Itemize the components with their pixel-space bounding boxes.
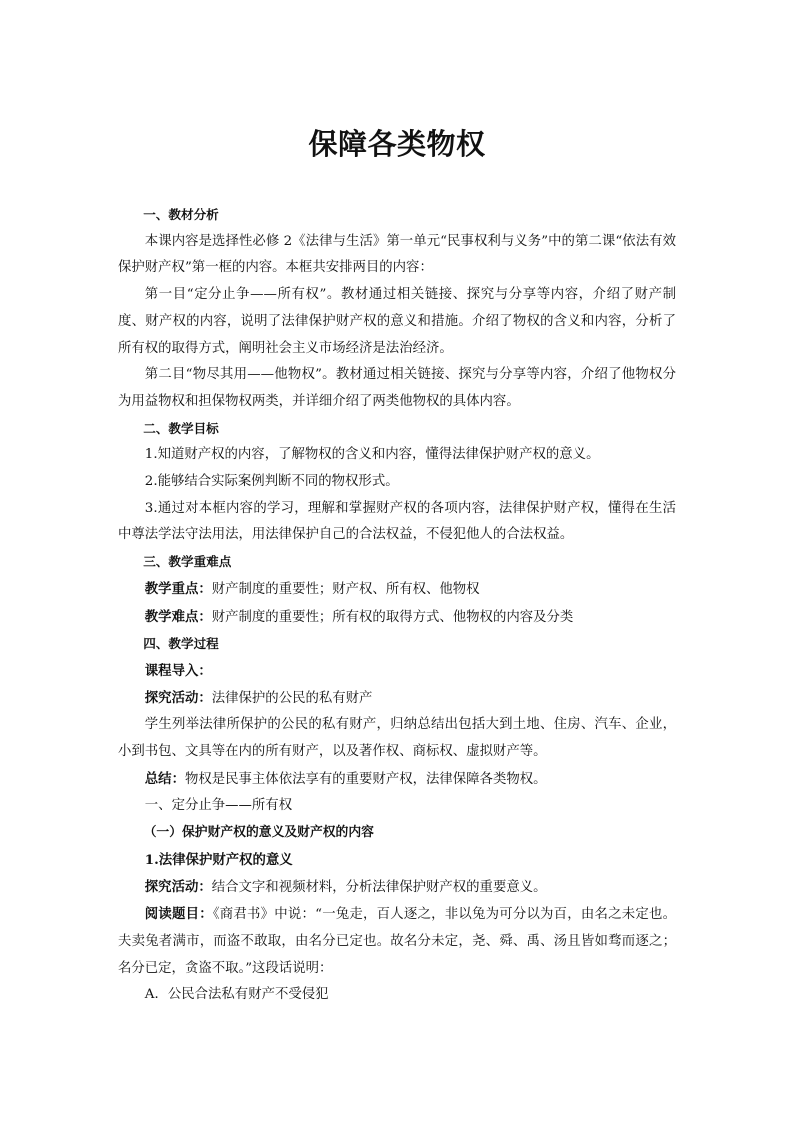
key-point-text: 财产制度的重要性；财产权、所有权、他物权 (211, 581, 480, 597)
subsection-heading: （一）保护财产权的意义及财产权的内容 (143, 825, 374, 841)
goal-item: 3.通过对本框内容的学习，理解和掌握财产权的各项内容，法律保护财产权，懂得在生活中尊法学法守法用法，用法律保护自己的合法权益，不侵犯他人的合法权益。 (118, 500, 676, 543)
paragraph: 本课内容是选择性必修 2《法律与生活》第一单元“民事权利与义务”中的第二课“依法有效保护财产权”第一框的内容。本框共安排两目的内容： (118, 233, 676, 276)
summary-text: 物权是民事主体依法享有的重要财产权，法律保障各类物权。 (184, 771, 547, 787)
explore2-text: 结合文字和视频材料，分析法律保护财产权的重要意义。 (211, 879, 547, 895)
document-title: 保障各类物权 (308, 127, 486, 161)
difficulty-label: 教学难点： (144, 608, 212, 625)
section-heading-teaching-process: 四、教学过程 (143, 636, 219, 652)
paragraph: 第二目“物尽其用——他物权”。教材通过相关链接、探究与分享等内容，介绍了他物权分为用益物权和担保物权两类，并详细介绍了两类他物权的具体内容。 (118, 367, 676, 409)
explore-activity-line-2 (118, 874, 676, 902)
paragraph: 第一目“定分止争——所有权”。教材通过相关链接、探究与分享等内容，介绍了财产制度、财产权的内容，说明了法律保护财产权的意义和措施。介绍了物权的含义和内容，分析了所有权的取得方式，阐明社会主义市场经济是法治经济。 (118, 287, 676, 356)
summary-label: 总结： (144, 770, 185, 787)
difficulty-line (118, 604, 676, 632)
section-heading-key-points: 三、教学重难点 (143, 554, 232, 570)
section-heading-teaching-goals: 二、教学目标 (143, 420, 219, 436)
reading-label: 阅读题目： (144, 906, 213, 923)
key-point-line (118, 576, 676, 604)
explore-label: 探究活动： (144, 689, 212, 706)
item-heading: 1.法律保护财产权的意义 (144, 851, 293, 868)
section-heading-textbook-analysis: 一、教材分析 (143, 207, 219, 222)
explore-text: 法律保护的公民的私有财产 (211, 690, 373, 706)
summary-line (118, 766, 676, 794)
goal-item: 2.能够结合实际案例判断不同的物权形式。 (144, 474, 399, 490)
reading-question (118, 901, 676, 982)
course-intro-label: 课程导入： (144, 662, 212, 679)
explore-activity-line (118, 685, 676, 713)
explore2-label: 探究活动： (144, 878, 212, 895)
part-heading-ownership: 一、定分止争——所有权 (144, 798, 293, 814)
option-a: A．公民合法私有财产不受侵犯 (144, 987, 329, 1003)
difficulty-text: 财产制度的重要性；所有权的取得方式、他物权的内容及分类 (211, 609, 574, 625)
document-body (118, 202, 676, 1009)
key-point-label: 教学重点： (144, 580, 212, 597)
goal-item: 1.知道财产权的内容，了解物权的含义和内容，懂得法律保护财产权的意义。 (144, 447, 600, 463)
reading-text: 《商君书》中说：“一兔走，百人逐之，非以兔为可分以为百，由名之未定也。夫卖兔者满市，而盗不敢取，由名分已定也。故名分未定，尧、舜、禹、汤且皆如骛而逐之；名分已定，贪盗不取。”这段话说明： (118, 907, 676, 976)
paragraph: 学生列举法律所保护的公民的私有财产，归纳总结出包括大到土地、住房、汽车、企业，小到书包、文具等在内的所有财产，以及著作权、商标权、虚拟财产等。 (118, 717, 676, 760)
